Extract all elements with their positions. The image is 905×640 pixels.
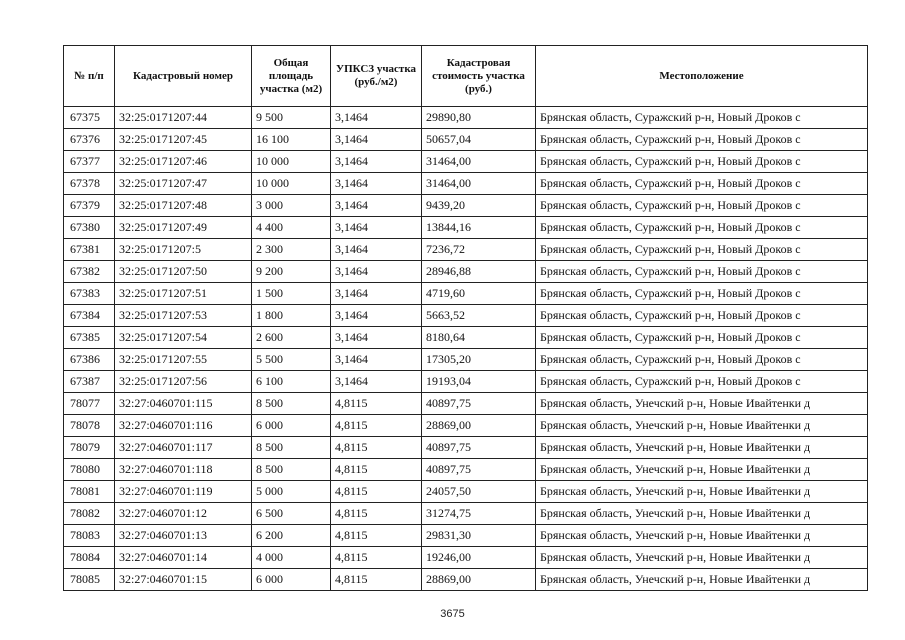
cadastral-value-cell: 31464,00 <box>422 151 536 173</box>
area-cell: 10 000 <box>252 151 331 173</box>
cadastral-value-cell: 19246,00 <box>422 547 536 569</box>
cadastral-value-cell: 31464,00 <box>422 173 536 195</box>
area-cell: 2 300 <box>252 239 331 261</box>
location-cell: Брянская область, Суражский р-н, Новый Дроков с <box>536 129 868 151</box>
area-cell: 6 200 <box>252 525 331 547</box>
table-row <box>64 349 868 371</box>
cadastral-number-cell: 32:25:0171207:50 <box>115 261 252 283</box>
row-number-cell: 67376 <box>64 129 115 151</box>
area-cell: 8 500 <box>252 437 331 459</box>
upksz-cell: 4,8115 <box>331 481 422 503</box>
cadastral-number-cell: 32:27:0460701:14 <box>115 547 252 569</box>
upksz-cell: 4,8115 <box>331 503 422 525</box>
row-number-cell: 78082 <box>64 503 115 525</box>
location-cell: Брянская область, Суражский р-н, Новый Дроков с <box>536 261 868 283</box>
cadastral-number-cell: 32:25:0171207:5 <box>115 239 252 261</box>
cadastral-value-cell: 31274,75 <box>422 503 536 525</box>
area-cell: 6 500 <box>252 503 331 525</box>
area-cell: 9 500 <box>252 107 331 129</box>
cadastral-value-cell: 5663,52 <box>422 305 536 327</box>
location-cell: Брянская область, Унечский р-н, Новые Ивайтенки д <box>536 503 868 525</box>
upksz-cell: 3,1464 <box>331 151 422 173</box>
cadastral-number-cell: 32:25:0171207:46 <box>115 151 252 173</box>
table-row <box>64 283 868 305</box>
cadastral-number-cell: 32:27:0460701:118 <box>115 459 252 481</box>
area-cell: 5 000 <box>252 481 331 503</box>
location-cell: Брянская область, Суражский р-н, Новый Дроков с <box>536 217 868 239</box>
area-cell: 6 000 <box>252 415 331 437</box>
row-number-cell: 67386 <box>64 349 115 371</box>
cadastral-number-cell: 32:27:0460701:117 <box>115 437 252 459</box>
table-row <box>64 437 868 459</box>
location-cell: Брянская область, Унечский р-н, Новые Ивайтенки д <box>536 569 868 591</box>
table-row <box>64 217 868 239</box>
cadastral-number-cell: 32:25:0171207:54 <box>115 327 252 349</box>
area-cell: 4 400 <box>252 217 331 239</box>
row-number-cell: 67385 <box>64 327 115 349</box>
area-cell: 8 500 <box>252 393 331 415</box>
area-cell: 3 000 <box>252 195 331 217</box>
location-cell: Брянская область, Суражский р-н, Новый Дроков с <box>536 195 868 217</box>
table-row <box>64 459 868 481</box>
upksz-cell: 3,1464 <box>331 305 422 327</box>
area-cell: 8 500 <box>252 459 331 481</box>
cadastral-number-cell: 32:25:0171207:47 <box>115 173 252 195</box>
upksz-cell: 3,1464 <box>331 173 422 195</box>
upksz-cell: 3,1464 <box>331 107 422 129</box>
table-row <box>64 129 868 151</box>
row-number-cell: 78078 <box>64 415 115 437</box>
table-header-row <box>64 46 868 107</box>
document-sheet <box>63 45 868 591</box>
cadastral-value-cell: 29831,30 <box>422 525 536 547</box>
area-cell: 1 500 <box>252 283 331 305</box>
header-cadastral-number: Кадастровый номер <box>115 46 252 107</box>
cadastral-number-cell: 32:25:0171207:56 <box>115 371 252 393</box>
upksz-cell: 3,1464 <box>331 283 422 305</box>
area-cell: 1 800 <box>252 305 331 327</box>
row-number-cell: 67380 <box>64 217 115 239</box>
location-cell: Брянская область, Унечский р-н, Новые Ивайтенки д <box>536 547 868 569</box>
table-row <box>64 503 868 525</box>
cadastral-number-cell: 32:27:0460701:119 <box>115 481 252 503</box>
cadastral-number-cell: 32:27:0460701:116 <box>115 415 252 437</box>
area-cell: 5 500 <box>252 349 331 371</box>
row-number-cell: 78085 <box>64 569 115 591</box>
area-cell: 10 000 <box>252 173 331 195</box>
upksz-cell: 3,1464 <box>331 327 422 349</box>
cadastral-value-cell: 7236,72 <box>422 239 536 261</box>
cadastral-number-cell: 32:25:0171207:44 <box>115 107 252 129</box>
header-cadastral-value: Кадастровая стоимость участка (руб.) <box>422 46 536 107</box>
row-number-cell: 78079 <box>64 437 115 459</box>
table-row <box>64 481 868 503</box>
location-cell: Брянская область, Суражский р-н, Новый Дроков с <box>536 305 868 327</box>
cadastral-value-cell: 17305,20 <box>422 349 536 371</box>
table-row <box>64 547 868 569</box>
row-number-cell: 78083 <box>64 525 115 547</box>
cadastral-value-cell: 8180,64 <box>422 327 536 349</box>
location-cell: Брянская область, Унечский р-н, Новые Ивайтенки д <box>536 437 868 459</box>
table-row <box>64 371 868 393</box>
table-row <box>64 415 868 437</box>
upksz-cell: 4,8115 <box>331 437 422 459</box>
upksz-cell: 3,1464 <box>331 129 422 151</box>
header-number: № п/п <box>64 46 115 107</box>
cadastral-value-cell: 40897,75 <box>422 459 536 481</box>
location-cell: Брянская область, Суражский р-н, Новый Дроков с <box>536 327 868 349</box>
cadastral-value-cell: 4719,60 <box>422 283 536 305</box>
location-cell: Брянская область, Унечский р-н, Новые Ивайтенки д <box>536 415 868 437</box>
header-area: Общая площадь участка (м2) <box>252 46 331 107</box>
table-row <box>64 173 868 195</box>
upksz-cell: 4,8115 <box>331 547 422 569</box>
cadastral-value-cell: 40897,75 <box>422 393 536 415</box>
cadastral-value-cell: 13844,16 <box>422 217 536 239</box>
table-row <box>64 195 868 217</box>
area-cell: 16 100 <box>252 129 331 151</box>
cadastral-number-cell: 32:25:0171207:51 <box>115 283 252 305</box>
location-cell: Брянская область, Суражский р-н, Новый Дроков с <box>536 151 868 173</box>
table-row <box>64 327 868 349</box>
upksz-cell: 3,1464 <box>331 217 422 239</box>
upksz-cell: 3,1464 <box>331 349 422 371</box>
area-cell: 9 200 <box>252 261 331 283</box>
row-number-cell: 67379 <box>64 195 115 217</box>
table-row <box>64 569 868 591</box>
table-row <box>64 261 868 283</box>
cadastral-value-cell: 40897,75 <box>422 437 536 459</box>
location-cell: Брянская область, Унечский р-н, Новые Ивайтенки д <box>536 481 868 503</box>
row-number-cell: 78080 <box>64 459 115 481</box>
cadastral-number-cell: 32:25:0171207:53 <box>115 305 252 327</box>
upksz-cell: 4,8115 <box>331 459 422 481</box>
cadastral-value-cell: 19193,04 <box>422 371 536 393</box>
row-number-cell: 67382 <box>64 261 115 283</box>
row-number-cell: 67377 <box>64 151 115 173</box>
table-row <box>64 305 868 327</box>
row-number-cell: 67378 <box>64 173 115 195</box>
cadastral-value-cell: 29890,80 <box>422 107 536 129</box>
table-row <box>64 393 868 415</box>
table-row <box>64 151 868 173</box>
upksz-cell: 3,1464 <box>331 239 422 261</box>
upksz-cell: 4,8115 <box>331 525 422 547</box>
upksz-cell: 4,8115 <box>331 393 422 415</box>
cadastral-value-cell: 50657,04 <box>422 129 536 151</box>
location-cell: Брянская область, Суражский р-н, Новый Дроков с <box>536 107 868 129</box>
area-cell: 4 000 <box>252 547 331 569</box>
upksz-cell: 4,8115 <box>331 415 422 437</box>
header-upksz: УПКСЗ участка (руб./м2) <box>331 46 422 107</box>
cadastral-number-cell: 32:27:0460701:115 <box>115 393 252 415</box>
cadastral-number-cell: 32:25:0171207:45 <box>115 129 252 151</box>
cadastral-value-cell: 24057,50 <box>422 481 536 503</box>
location-cell: Брянская область, Суражский р-н, Новый Дроков с <box>536 371 868 393</box>
cadastral-number-cell: 32:27:0460701:13 <box>115 525 252 547</box>
row-number-cell: 78081 <box>64 481 115 503</box>
row-number-cell: 78084 <box>64 547 115 569</box>
row-number-cell: 78077 <box>64 393 115 415</box>
row-number-cell: 67384 <box>64 305 115 327</box>
table-row <box>64 525 868 547</box>
row-number-cell: 67381 <box>64 239 115 261</box>
row-number-cell: 67383 <box>64 283 115 305</box>
cadastral-value-cell: 28869,00 <box>422 569 536 591</box>
table-body <box>64 107 868 591</box>
upksz-cell: 3,1464 <box>331 195 422 217</box>
upksz-cell: 4,8115 <box>331 569 422 591</box>
upksz-cell: 3,1464 <box>331 371 422 393</box>
cadastral-number-cell: 32:27:0460701:12 <box>115 503 252 525</box>
location-cell: Брянская область, Унечский р-н, Новые Ивайтенки д <box>536 459 868 481</box>
area-cell: 6 000 <box>252 569 331 591</box>
cadastral-number-cell: 32:25:0171207:55 <box>115 349 252 371</box>
location-cell: Брянская область, Унечский р-н, Новые Ивайтенки д <box>536 525 868 547</box>
cadastral-value-cell: 28869,00 <box>422 415 536 437</box>
location-cell: Брянская область, Суражский р-н, Новый Дроков с <box>536 283 868 305</box>
row-number-cell: 67387 <box>64 371 115 393</box>
table-row <box>64 239 868 261</box>
cadastral-value-cell: 9439,20 <box>422 195 536 217</box>
header-location: Местоположение <box>536 46 868 107</box>
cadastral-number-cell: 32:25:0171207:48 <box>115 195 252 217</box>
row-number-cell: 67375 <box>64 107 115 129</box>
cadastral-table <box>63 45 868 591</box>
table-row <box>64 107 868 129</box>
upksz-cell: 3,1464 <box>331 261 422 283</box>
cadastral-value-cell: 28946,88 <box>422 261 536 283</box>
location-cell: Брянская область, Суражский р-н, Новый Дроков с <box>536 239 868 261</box>
location-cell: Брянская область, Суражский р-н, Новый Дроков с <box>536 349 868 371</box>
cadastral-number-cell: 32:27:0460701:15 <box>115 569 252 591</box>
location-cell: Брянская область, Суражский р-н, Новый Дроков с <box>536 173 868 195</box>
cadastral-number-cell: 32:25:0171207:49 <box>115 217 252 239</box>
page-number: 3675 <box>440 608 465 620</box>
area-cell: 6 100 <box>252 371 331 393</box>
area-cell: 2 600 <box>252 327 331 349</box>
location-cell: Брянская область, Унечский р-н, Новые Ивайтенки д <box>536 393 868 415</box>
